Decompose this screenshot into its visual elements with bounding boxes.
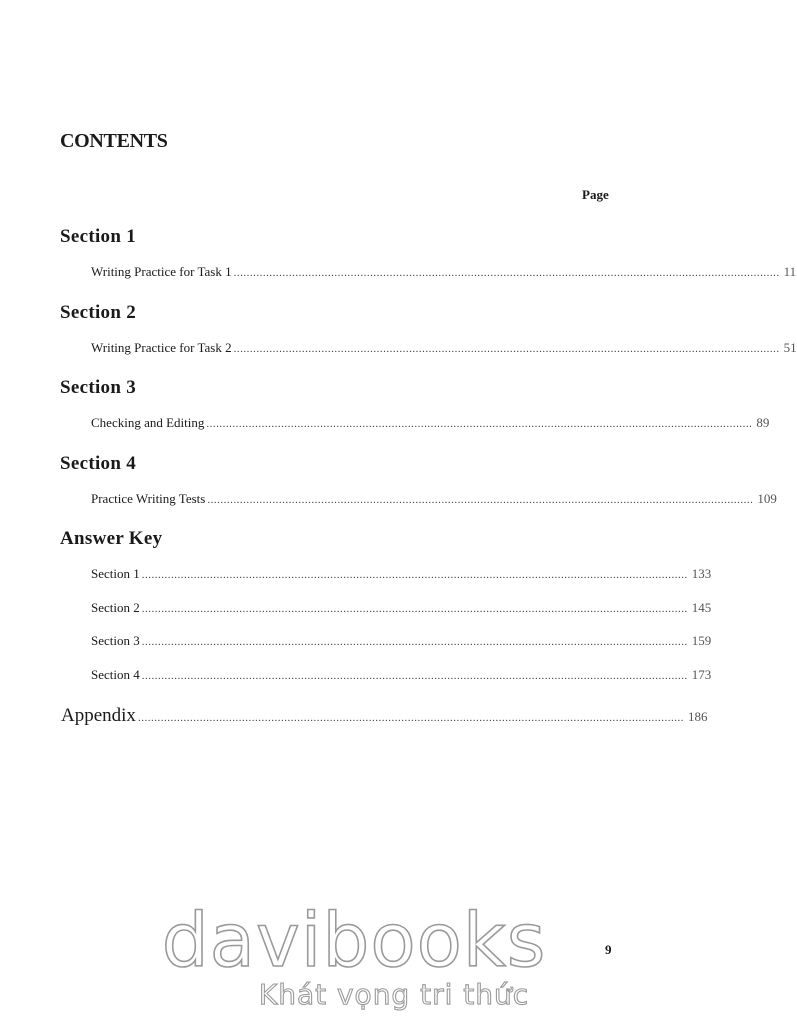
watermark-brand: davibooks [161,898,547,984]
toc-entry-answer-section-4[interactable] [91,667,712,683]
toc-entry-page: 109 [757,491,777,506]
dot-leader: ........................................................................................................................................................................ [233,267,780,279]
toc-entry-page: 145 [691,600,712,615]
toc-entry-page: 159 [691,633,712,648]
dot-leader: ........................................................................................................................................................................ [141,670,688,682]
toc-entry-page: 89 [756,415,770,430]
toc-entry-label: Writing Practice for Task 2 [91,340,232,355]
toc-entry-label: Checking and Editing [91,415,205,430]
answer-key-heading: Answer Key [60,528,163,549]
page-number: 9 [605,942,612,957]
dot-leader: ........................................................................................................................................................................ [233,343,780,355]
toc-entry-practice-tests[interactable] [91,491,777,507]
dot-leader: ........................................................................................................................................................................ [141,603,688,615]
section-1-heading: Section 1 [60,226,137,247]
toc-entry-appendix[interactable] [61,705,708,727]
toc-entry-label: Section 1 [91,566,140,581]
toc-entry-label: Section 3 [91,633,140,648]
toc-entry-page: 51 [783,340,797,355]
dot-leader: ........................................................................................................................................................................ [206,418,753,430]
page-column-label: Page [582,187,609,202]
toc-entry-answer-section-2[interactable] [91,600,712,616]
toc-entry-label: Practice Writing Tests [91,491,206,506]
toc-entry-checking-editing[interactable] [91,415,770,431]
toc-entry-answer-section-1[interactable] [91,566,712,582]
toc-entry-label: Section 4 [91,667,140,682]
dot-leader: ........................................................................................................................................................................ [137,712,684,724]
toc-entry-page: 173 [691,667,712,682]
appendix-heading: Appendix [61,705,136,726]
dot-leader: ........................................................................................................................................................................ [207,494,754,506]
section-4-heading: Section 4 [60,453,137,474]
toc-entry-label: Writing Practice for Task 1 [91,264,232,279]
dot-leader: ........................................................................................................................................................................ [141,569,688,581]
toc-entry-page: 133 [691,566,712,581]
toc-entry-writing-task-1[interactable] [91,264,797,280]
toc-entry-page: 186 [687,709,708,724]
section-2-heading: Section 2 [60,302,137,323]
section-3-heading: Section 3 [60,377,137,398]
watermark-tagline: Khát vọng tri thức [258,978,530,1011]
contents-title: CONTENTS [60,130,168,152]
toc-entry-page: 11 [783,264,797,279]
toc-entry-writing-task-2[interactable] [91,340,797,356]
toc-entry-label: Section 2 [91,600,140,615]
dot-leader: ........................................................................................................................................................................ [141,636,688,648]
davibooks-watermark-logo [154,878,554,1018]
toc-entry-answer-section-3[interactable] [91,633,712,649]
